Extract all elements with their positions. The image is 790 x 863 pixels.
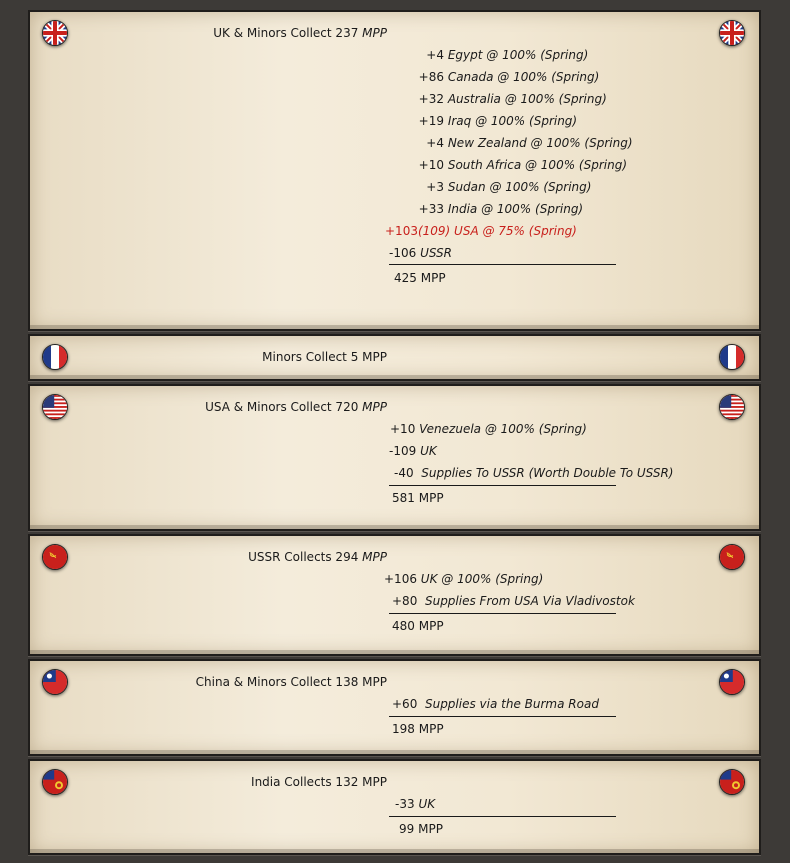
panel-total: 480 MPP [392,619,444,633]
income-line: +3 Sudan @ 100% (Spring) [426,180,592,194]
usa-flag-icon [719,394,745,420]
panel-title: USA & Minors Collect 720 MPP [205,400,387,414]
india-collect-panel [28,759,761,855]
income-line: +106 UK @ 100% (Spring) [384,572,544,586]
china-flag-icon [42,669,68,695]
uk-flag-icon [719,20,745,46]
income-line: +80 Supplies From USA Via Vladivostok [392,594,635,608]
deduction-line: -40 Supplies To USSR (Worth Double To USSR) [394,466,674,480]
income-line: +86 Canada @ 100% (Spring) [418,70,600,84]
income-line: +4 New Zealand @ 100% (Spring) [426,136,633,150]
china-flag-icon [719,669,745,695]
uk-collect-panel [28,10,761,331]
panel-total: 99 MPP [399,822,443,836]
uk-flag-icon [42,20,68,46]
ussr-collect-panel [28,534,761,656]
panel-total: 198 MPP [392,722,444,736]
france-flag-icon [719,344,745,370]
sum-rule [389,716,616,717]
income-line-reduced: +103(109) USA @ 75% (Spring) [385,224,577,238]
usa-flag-icon [42,394,68,420]
deduction-line: -109 UK [389,444,437,458]
income-line: +4 Egypt @ 100% (Spring) [426,48,589,62]
france-flag-icon [42,344,68,370]
income-line: +19 Iraq @ 100% (Spring) [418,114,578,128]
panel-title: India Collects 132 MPP [251,775,387,789]
deduction-line: -33 UK [395,797,436,811]
usa-collect-panel [28,384,761,531]
income-line: +32 Australia @ 100% (Spring) [418,92,607,106]
income-line: +10 South Africa @ 100% (Spring) [418,158,628,172]
sum-rule [389,264,616,265]
sum-rule [389,613,616,614]
france-collect-panel [28,334,761,381]
india-flag-icon [42,769,68,795]
panel-total: 581 MPP [392,491,444,505]
income-line: +33 India @ 100% (Spring) [418,202,584,216]
income-line: +10 Venezuela @ 100% (Spring) [390,422,587,436]
china-collect-panel [28,659,761,756]
sum-rule [389,816,616,817]
india-flag-icon [719,769,745,795]
panel-title: UK & Minors Collect 237 MPP [213,26,387,40]
panel-title: USSR Collects 294 MPP [248,550,387,564]
sum-rule [389,485,616,486]
panel-title: China & Minors Collect 138 MPP [195,675,387,689]
deduction-line: -106 USSR [389,246,452,260]
ussr-flag-icon [719,544,745,570]
income-line: +60 Supplies via the Burma Road [392,697,599,711]
panel-total: 425 MPP [394,271,446,285]
ussr-flag-icon [42,544,68,570]
panel-title: Minors Collect 5 MPP [262,350,387,364]
